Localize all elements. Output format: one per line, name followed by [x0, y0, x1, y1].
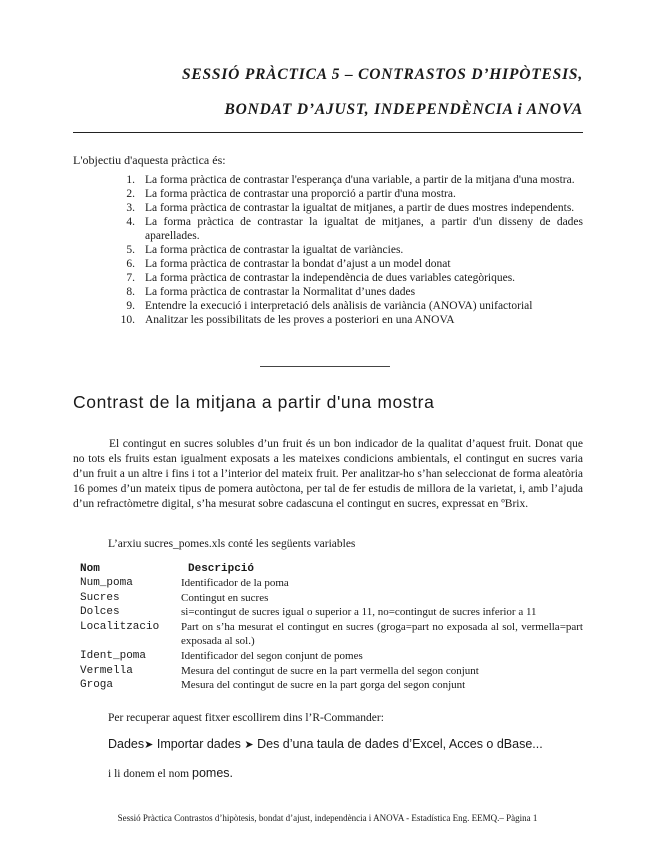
- variable-name: Vermella: [80, 664, 133, 677]
- objective-number: 4.: [126, 216, 135, 228]
- objective-text: Analitzar les possibilitats de les proves a posteriori en una ANOVA: [145, 314, 455, 326]
- table-row: [80, 591, 583, 606]
- objective-item: [73, 173, 583, 187]
- objective-number: 2.: [126, 188, 135, 200]
- variables-table: [80, 563, 583, 693]
- page-footer: Sessió Pràctica Contrastos d’hipòtesis, bondat d’ajust, independència i ANOVA - Estadística Eng. EEMQ.– Pàgina 1: [117, 813, 538, 823]
- menu-item-excel-access-dbase: Des d’una taula de dades d’Excel, Acces o dBase...: [257, 737, 543, 751]
- variable-description: Part on s’ha mesurat el contingut en sucres (groga=part no exposada al sol, vermella=part exposada al sol.): [181, 620, 583, 648]
- objective-text: La forma pràctica de contrastar la bondat d’ajust a un model donat: [145, 258, 451, 270]
- objective-text: La forma pràctica de contrastar la igualtat de mitjanes, a partir d'un disseny de dades aparellades.: [145, 216, 583, 242]
- section-divider: [260, 366, 390, 367]
- column-header-description: Descripció: [188, 563, 255, 575]
- objectives-list: [73, 173, 583, 327]
- variable-name: Localitzacio: [80, 620, 160, 633]
- section-heading: Contrast de la mitjana a partir d'una mostra: [73, 392, 435, 412]
- objective-text: Entendre la execució i interpretació dels anàlisis de variància (ANOVA) unifactorial: [145, 300, 533, 312]
- naming-prefix: i li donem el nom: [108, 768, 193, 780]
- variable-name: Sucres: [80, 591, 120, 604]
- variable-description: Mesura del contingut de sucre en la part gorga del segon conjunt: [181, 679, 466, 692]
- menu-path: [108, 737, 543, 751]
- objective-number: 10.: [120, 314, 135, 326]
- objective-text: La forma pràctica de contrastar la Normalitat d’unes dades: [145, 286, 416, 298]
- document-title-line-1: SESSIÓ PRÀCTICA 5 – CONTRASTOS D’HIPÒTESIS,: [181, 66, 583, 83]
- title-divider: [73, 132, 583, 133]
- variable-description: Contingut en sucres: [181, 591, 269, 604]
- objective-item: [73, 215, 583, 243]
- variable-name: Dolces: [80, 606, 120, 619]
- table-row: [80, 605, 583, 620]
- variable-name: Ident_poma: [80, 649, 147, 662]
- variable-name: Groga: [80, 679, 114, 692]
- variable-description: Identificador del segon conjunt de pomes: [181, 649, 363, 662]
- objective-item: [73, 243, 583, 257]
- section-paragraph: El contingut en sucres solubles d’un fruit és un bon indicador de la qualitat d’aquest fruit. Donat que no tots els fruits estan igualment exposats a les mateixes condicions ambientals, el contingut en sucres varia d’un fruit a un altre i fins i tot a l’interior del mateix fruit. Per analitzar-ho s’han seleccionat de forma aleatòria 16 pomes d’un mateix tipus de pomera autòctona, per tal de fer estudis de millora de la varietat, i, amb l’ajuda d’un refractòmetre digital, s’ha mesurat sobre cadascuna el contingut en sucres, expressat en ºBrix.: [73, 438, 583, 510]
- objective-number: 3.: [126, 202, 135, 214]
- objective-text: La forma pràctica de contrastar la igualtat de mitjanes, a partir de dues mostres independents.: [145, 202, 575, 214]
- variables-header-row: [80, 563, 583, 576]
- arrow-right-icon: ➤: [144, 739, 154, 751]
- column-header-name: Nom: [80, 563, 100, 575]
- dataset-name: pomes.: [192, 766, 234, 780]
- objective-number: 6.: [126, 258, 135, 270]
- objective-number: 9.: [126, 300, 135, 312]
- objective-item: [73, 285, 583, 299]
- table-row: [80, 649, 583, 664]
- objective-number: 7.: [126, 272, 135, 284]
- menu-item-importar-dades: Importar dades: [156, 737, 241, 751]
- objective-text: La forma pràctica de contrastar una proporció a partir d'una mostra.: [145, 188, 456, 200]
- objective-number: 5.: [126, 244, 135, 256]
- table-row: [80, 678, 583, 693]
- table-row: [80, 664, 583, 679]
- variable-name: Num_poma: [80, 577, 133, 589]
- objective-number: 8.: [126, 286, 135, 298]
- objective-number: 1.: [126, 174, 135, 186]
- objectives-intro: L'objectiu d'aquesta pràctica és:: [73, 153, 226, 167]
- variable-description: Mesura del contingut de sucre en la part vermella del segon conjunt: [181, 664, 479, 677]
- menu-item-dades: Dades: [108, 737, 145, 751]
- arrow-right-icon: ➤: [244, 739, 254, 751]
- recover-instructions: Per recuperar aquest fitxer escollirem dins l’R-Commander:: [108, 712, 384, 724]
- objective-text: La forma pràctica de contrastar la independència de dues variables categòriques.: [145, 272, 516, 284]
- variable-description: Identificador de la poma: [181, 577, 289, 589]
- objective-text: La forma pràctica de contrastar la igualtat de variàncies.: [145, 244, 404, 256]
- table-row: [80, 576, 583, 591]
- variable-description: si=contingut de sucres igual o superior a 11, no=contingut de sucres inferior a 11: [181, 606, 537, 619]
- file-intro: L’arxiu sucres_pomes.xls conté les següents variables: [108, 538, 356, 550]
- document-title-line-2: BONDAT D’AJUST, INDEPENDÈNCIA i ANOVA: [224, 101, 583, 118]
- objective-item: [73, 201, 583, 215]
- table-row: [80, 620, 583, 649]
- dataset-naming: [108, 766, 233, 780]
- objective-item: [73, 313, 583, 327]
- objective-item: [73, 257, 583, 271]
- objective-item: [73, 271, 583, 285]
- objective-item: [73, 187, 583, 201]
- objective-item: [73, 299, 583, 313]
- objective-text: La forma pràctica de contrastar l'esperança d'una variable, a partir de la mitjana d'una mostra.: [145, 174, 575, 186]
